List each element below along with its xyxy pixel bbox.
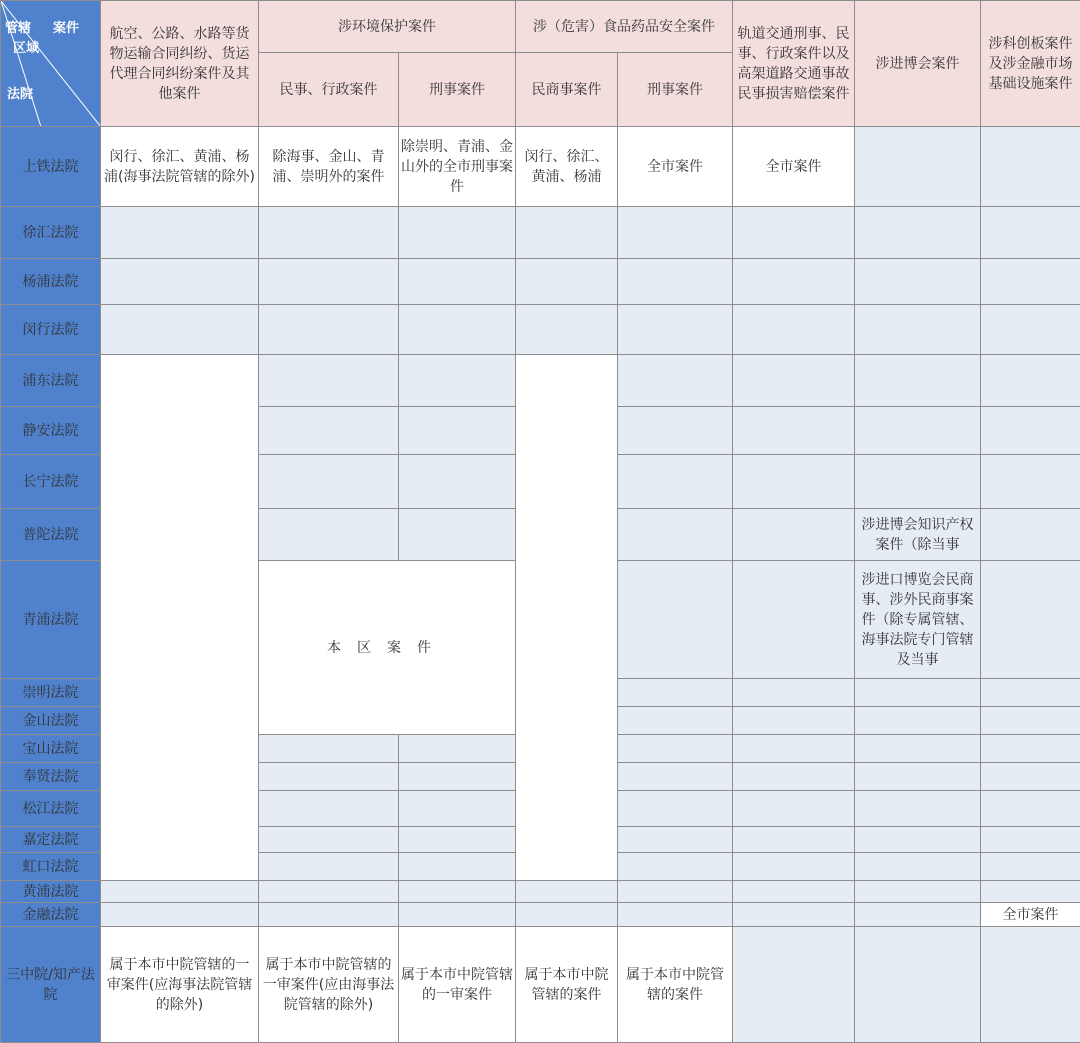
table-cell [516, 903, 618, 927]
court-yangpu: 杨浦法院 [1, 259, 101, 305]
table-cell [981, 305, 1080, 355]
table-cell [618, 707, 733, 735]
table-cell [855, 707, 981, 735]
cell-sanzhong-food-criminal: 属于本市中院管辖的案件 [618, 927, 733, 1043]
cell-food-civil-empty-block [516, 355, 618, 881]
cell-putuo-expo: 涉进博会知识产权案件（除当事 [855, 509, 981, 561]
corner-region-label: 区域 [13, 41, 39, 57]
corner-cases-label: 案件 [53, 21, 79, 37]
table-cell [981, 881, 1080, 903]
table-cell [733, 927, 855, 1043]
table-cell [733, 735, 855, 763]
table-cell [259, 903, 399, 927]
table-cell [516, 305, 618, 355]
table-cell [259, 355, 399, 407]
table-cell [855, 305, 981, 355]
table-cell [618, 791, 733, 827]
table-cell [855, 407, 981, 455]
table-cell [855, 881, 981, 903]
table-cell [618, 903, 733, 927]
table-cell [618, 827, 733, 853]
table-cell [618, 455, 733, 509]
header-food-drug-group: 涉（危害）食品药品安全案件 [516, 1, 733, 53]
court-jinrong: 金融法院 [1, 903, 101, 927]
table-cell [399, 827, 516, 853]
header-food-criminal: 刑事案件 [618, 53, 733, 127]
cell-jinrong-star: 全市案件 [981, 903, 1080, 927]
court-putuo: 普陀法院 [1, 509, 101, 561]
court-xuhui: 徐汇法院 [1, 207, 101, 259]
table-cell [399, 509, 516, 561]
table-cell [618, 355, 733, 407]
cell-local-cases: 本区案件 [259, 561, 516, 735]
table-cell [733, 407, 855, 455]
cell-cargo-empty-block [101, 355, 259, 881]
table-cell [981, 853, 1080, 881]
court-jingan: 静安法院 [1, 407, 101, 455]
table-cell [981, 679, 1080, 707]
table-cell [855, 455, 981, 509]
table-cell [855, 927, 981, 1043]
table-cell [981, 791, 1080, 827]
table-cell [733, 853, 855, 881]
table-cell [399, 305, 516, 355]
table-cell [259, 455, 399, 509]
header-environment-civil: 民事、行政案件 [259, 53, 399, 127]
table-cell [399, 903, 516, 927]
court-chongming: 崇明法院 [1, 679, 101, 707]
table-cell [981, 561, 1080, 679]
corner-court-label: 法院 [7, 87, 33, 103]
table-cell [516, 259, 618, 305]
table-cell [259, 305, 399, 355]
table-cell [618, 509, 733, 561]
table-cell [855, 735, 981, 763]
header-food-civil: 民商事案件 [516, 53, 618, 127]
table-cell [259, 259, 399, 305]
table-cell [733, 509, 855, 561]
table-cell [516, 881, 618, 903]
court-shangtie: 上铁法院 [1, 127, 101, 207]
table-cell [981, 207, 1080, 259]
table-cell [733, 881, 855, 903]
court-qingpu: 青浦法院 [1, 561, 101, 679]
table-corner-header [1, 1, 101, 127]
cell-sanzhong-food-civil: 属于本市中院管辖的案件 [516, 927, 618, 1043]
corner-diagonal-lines [1, 1, 101, 127]
table-cell [399, 763, 516, 791]
table-cell [981, 355, 1080, 407]
court-pudong: 浦东法院 [1, 355, 101, 407]
header-rail-transit: 轨道交通刑事、民事、行政案件以及高架道路交通事故民事损害赔偿案件 [733, 1, 855, 127]
table-cell [259, 509, 399, 561]
table-cell [981, 707, 1080, 735]
court-jinshan: 金山法院 [1, 707, 101, 735]
court-hongkou: 虹口法院 [1, 853, 101, 881]
table-cell [981, 763, 1080, 791]
table-cell [618, 853, 733, 881]
table-cell [733, 903, 855, 927]
table-cell [855, 791, 981, 827]
cell-shangtie-expo [855, 127, 981, 207]
table-cell [981, 927, 1080, 1043]
table-cell [733, 763, 855, 791]
cell-shangtie-rail: 全市案件 [733, 127, 855, 207]
header-star-market: 涉科创板案件及涉金融市场基础设施案件 [981, 1, 1080, 127]
header-environment-criminal: 刑事案件 [399, 53, 516, 127]
table-cell [399, 355, 516, 407]
table-cell [981, 735, 1080, 763]
corner-jurisdiction-label: 管辖 [5, 21, 31, 37]
court-songjiang: 松江法院 [1, 791, 101, 827]
cell-shangtie-food-criminal: 全市案件 [618, 127, 733, 207]
table-cell [101, 305, 259, 355]
table-cell [399, 207, 516, 259]
table-cell [981, 509, 1080, 561]
table-cell [399, 455, 516, 509]
table-cell [399, 881, 516, 903]
table-cell [618, 259, 733, 305]
table-cell [981, 455, 1080, 509]
table-cell [259, 735, 399, 763]
cell-sanzhong-env-civil: 属于本市中院管辖的一审案件(应由海事法院管辖的除外) [259, 927, 399, 1043]
table-cell [855, 679, 981, 707]
table-cell [981, 827, 1080, 853]
court-jiading: 嘉定法院 [1, 827, 101, 853]
court-minhang: 闵行法院 [1, 305, 101, 355]
table-cell [733, 259, 855, 305]
table-cell [733, 305, 855, 355]
table-cell [516, 207, 618, 259]
table-cell [399, 259, 516, 305]
table-cell [855, 827, 981, 853]
header-expo: 涉进博会案件 [855, 1, 981, 127]
court-sanzhong: 三中院/知产法院 [1, 927, 101, 1043]
court-baoshan: 宝山法院 [1, 735, 101, 763]
court-changning: 长宁法院 [1, 455, 101, 509]
cell-shangtie-env-criminal: 除崇明、青浦、金山外的全市刑事案件 [399, 127, 516, 207]
table-cell [855, 853, 981, 881]
table-cell [733, 827, 855, 853]
table-cell [855, 763, 981, 791]
table-cell [733, 791, 855, 827]
table-cell [618, 679, 733, 707]
cell-sanzhong-cargo: 属于本市中院管辖的一审案件(应海事法院管辖的除外) [101, 927, 259, 1043]
table-cell [733, 707, 855, 735]
table-cell [855, 259, 981, 305]
table-cell [259, 827, 399, 853]
table-cell [259, 853, 399, 881]
cell-shangtie-star [981, 127, 1080, 207]
header-cargo-transport: 航空、公路、水路等货物运输合同纠纷、货运代理合同纠纷案件及其他案件 [101, 1, 259, 127]
cell-shangtie-food-civil: 闵行、徐汇、黄浦、杨浦 [516, 127, 618, 207]
table-cell [855, 903, 981, 927]
table-cell [981, 259, 1080, 305]
cell-qingpu-expo: 涉进口博览会民商事、涉外民商事案件（除专属管辖、海事法院专门管辖及当事 [855, 561, 981, 679]
table-cell [733, 561, 855, 679]
table-cell [101, 207, 259, 259]
table-cell [618, 407, 733, 455]
table-cell [733, 207, 855, 259]
table-cell [733, 455, 855, 509]
table-cell [259, 407, 399, 455]
table-cell [981, 407, 1080, 455]
table-cell [101, 903, 259, 927]
table-cell [399, 735, 516, 763]
table-cell [618, 735, 733, 763]
table-cell [618, 881, 733, 903]
table-cell [399, 791, 516, 827]
table-cell [101, 259, 259, 305]
header-environment-group: 涉环境保护案件 [259, 1, 516, 53]
table-cell [733, 355, 855, 407]
table-cell [618, 207, 733, 259]
table-cell [259, 763, 399, 791]
table-cell [618, 763, 733, 791]
table-cell [259, 881, 399, 903]
table-cell [855, 355, 981, 407]
table-cell [399, 407, 516, 455]
table-cell [733, 679, 855, 707]
court-fengxian: 奉贤法院 [1, 763, 101, 791]
cell-sanzhong-env-criminal: 属于本市中院管辖的一审案件 [399, 927, 516, 1043]
cell-shangtie-env-civil: 除海事、金山、青浦、崇明外的案件 [259, 127, 399, 207]
table-cell [618, 305, 733, 355]
cell-shangtie-cargo: 闵行、徐汇、黄浦、杨浦(海事法院管辖的除外) [101, 127, 259, 207]
court-huangpu: 黄浦法院 [1, 881, 101, 903]
table-cell [259, 207, 399, 259]
table-cell [855, 207, 981, 259]
table-cell [101, 881, 259, 903]
table-cell [259, 791, 399, 827]
table-cell [399, 853, 516, 881]
table-cell [618, 561, 733, 679]
